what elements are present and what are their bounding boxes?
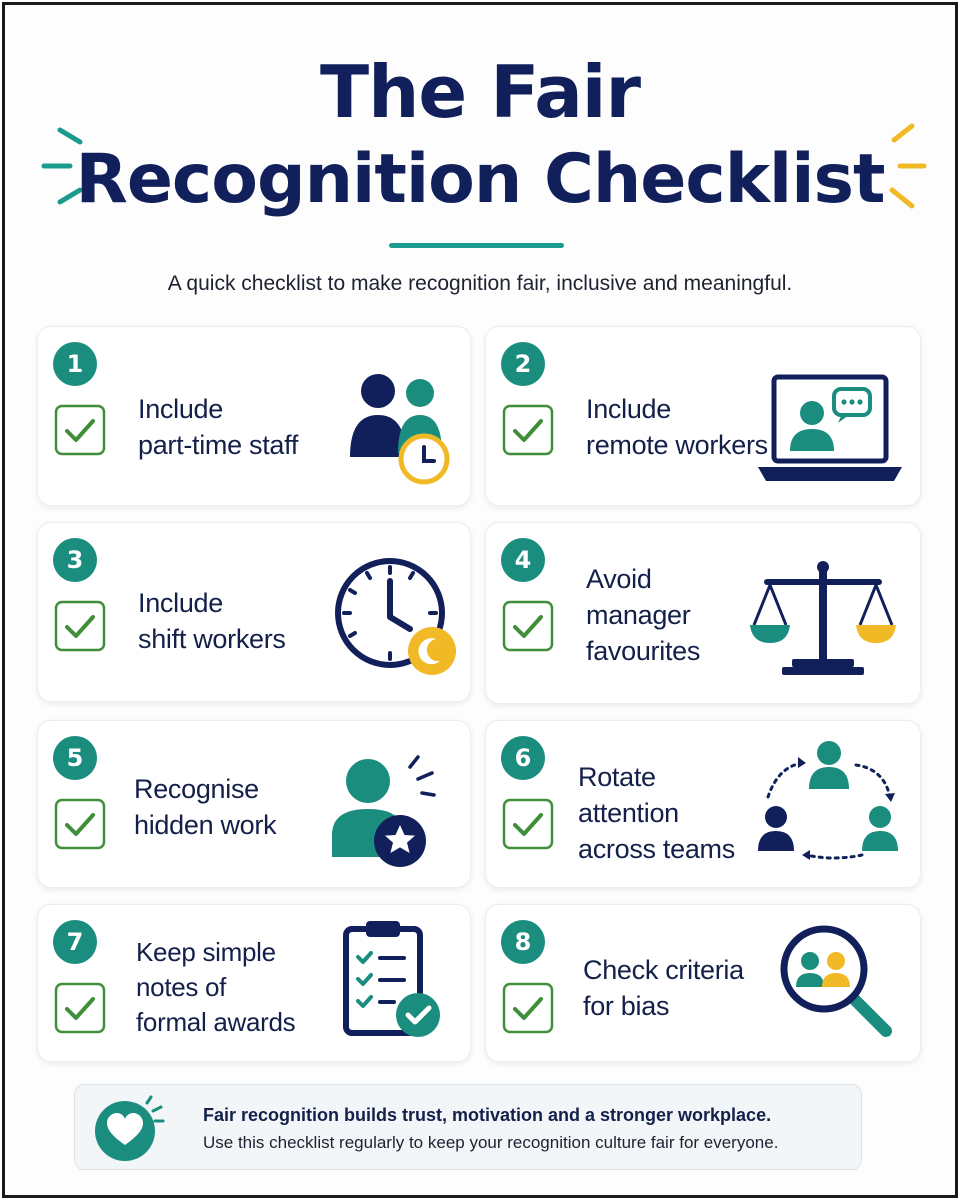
checkbox-checked-icon[interactable] (53, 403, 107, 457)
item-number-badge: 3 (53, 538, 97, 582)
item-label: Recognise hidden work (134, 774, 277, 840)
page-subtitle: A quick checklist to make recognition fair, inclusive and meaningful. (167, 272, 793, 295)
checkbox-checked-icon[interactable] (501, 981, 555, 1035)
item-number-badge: 2 (501, 342, 545, 386)
balance-scale-icon (748, 559, 898, 679)
rotating-people-icon (754, 737, 904, 867)
clipboard-checklist-icon (338, 915, 448, 1045)
checkbox-checked-icon[interactable] (53, 599, 107, 653)
footer-banner (74, 1084, 862, 1170)
checklist-card-2 (485, 326, 921, 506)
heart-icon (91, 1093, 165, 1163)
item-label: Include part-time staff (138, 394, 299, 460)
checklist-card-7 (37, 904, 471, 1062)
item-number-badge: 4 (501, 538, 545, 582)
checkbox-checked-icon[interactable] (501, 797, 555, 851)
checkbox-checked-icon[interactable] (501, 599, 555, 653)
item-label: Include shift workers (138, 588, 286, 654)
title-underline (389, 243, 564, 248)
checklist-card-4 (485, 522, 921, 704)
page-title-line2: Recognition Checklist (75, 140, 885, 219)
checklist-card-3 (37, 522, 471, 702)
item-label: Rotate attention across teams (578, 762, 735, 864)
item-label: Avoid manager favourites (586, 564, 701, 666)
person-star-icon (324, 753, 444, 873)
item-number-badge: 8 (501, 920, 545, 964)
checklist-card-5 (37, 720, 471, 888)
part-time-staff-icon (344, 369, 454, 489)
checklist-card-8 (485, 904, 921, 1062)
footer-headline: Fair recognition builds trust, motivation and a stronger workplace. (203, 1105, 772, 1125)
item-label: Keep simple notes of formal awards (136, 937, 296, 1037)
checkbox-checked-icon[interactable] (53, 981, 107, 1035)
shift-clock-icon (330, 553, 460, 683)
checkbox-checked-icon[interactable] (53, 797, 107, 851)
checklist-card-6 (485, 720, 921, 888)
item-number-badge: 5 (53, 736, 97, 780)
page-title-line1: The Fair (319, 50, 640, 134)
item-label: Include remote workers (586, 394, 768, 460)
item-number-badge: 7 (53, 920, 97, 964)
magnifier-people-icon (774, 919, 904, 1049)
checklist-card-1 (37, 326, 471, 506)
remote-workers-laptop-icon (754, 371, 904, 486)
checkbox-checked-icon[interactable] (501, 403, 555, 457)
item-number-badge: 6 (501, 736, 545, 780)
item-number-badge: 1 (53, 342, 97, 386)
footer-text: Use this checklist regularly to keep your recognition culture fair for everyone. (203, 1133, 779, 1152)
item-label: Check criteria for bias (583, 955, 744, 1021)
